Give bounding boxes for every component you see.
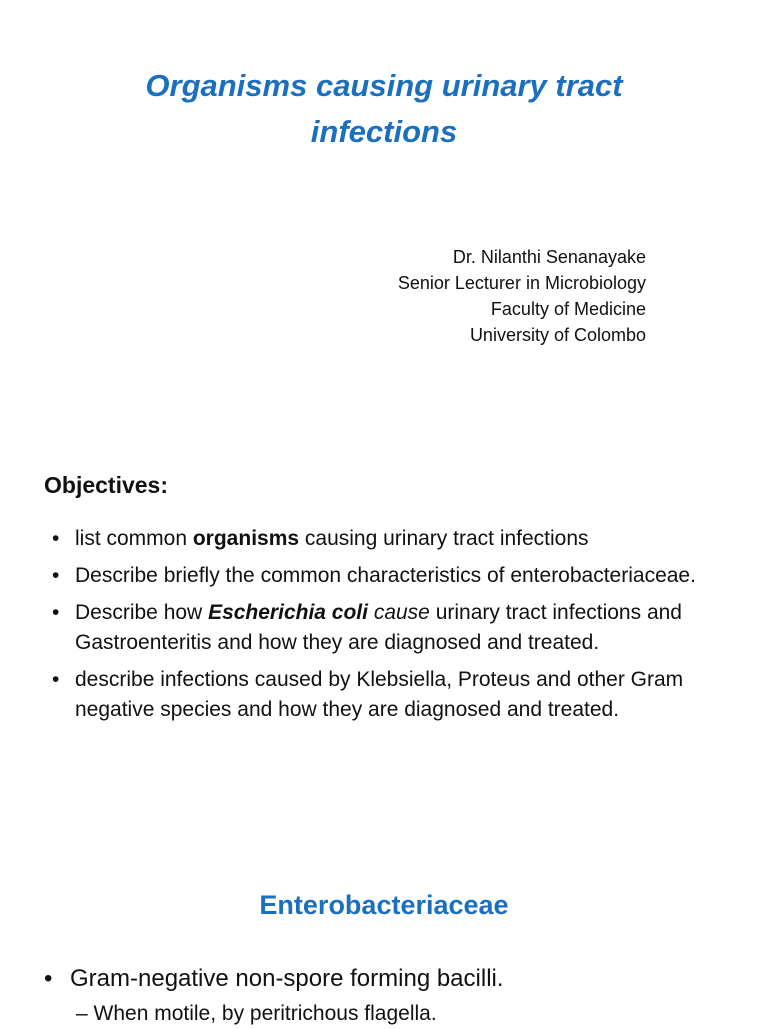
author-position: Senior Lecturer in Microbiology — [397, 273, 646, 293]
slide-title-line-1: Organisms causing urinary tract — [145, 68, 623, 103]
section-item — [44, 962, 744, 996]
objectives-heading: Objectives: — [44, 472, 168, 498]
section-list — [44, 962, 744, 996]
objective-text: Describe briefly the common characteristics of enterobacteriaceae. — [75, 564, 696, 587]
objective-emphasis: organisms — [192, 527, 300, 550]
organism-name: Escherichia coli — [208, 601, 368, 624]
author-name: Dr. Nilanthi Senanayake — [452, 247, 646, 267]
objective-text: list common — [75, 527, 193, 550]
objectives-list — [52, 524, 732, 732]
bullet-icon: • — [44, 965, 53, 992]
section-title: Enterobacteriaceae — [259, 890, 509, 920]
bullet-icon: • — [52, 601, 60, 624]
bullet-icon: • — [52, 668, 60, 691]
objective-item — [52, 665, 732, 725]
objective-item — [52, 524, 732, 554]
slide-title-line-2: infections — [310, 114, 458, 149]
slide-title — [0, 63, 768, 155]
objective-emphasis: cause — [367, 601, 430, 624]
author-block — [398, 244, 646, 348]
objective-item — [52, 561, 732, 591]
section-item-text: Gram-negative non-spore forming bacilli. — [70, 965, 504, 992]
objective-text: describe infections caused by Klebsiella, Proteus and other Gram negative species and how they are diagnosed and treated. — [75, 668, 684, 721]
objective-text: causing urinary tract infections — [299, 527, 589, 550]
author-university: University of Colombo — [469, 325, 646, 345]
objective-text: Describe how — [75, 601, 209, 624]
bullet-icon: • — [52, 527, 60, 550]
objective-text: urinary tract infections and Gastroenteritis and how they are diagnosed and treated. — [75, 601, 682, 654]
objective-item — [52, 598, 732, 658]
author-faculty: Faculty of Medicine — [490, 299, 646, 319]
bullet-icon: • — [52, 564, 60, 587]
section-sub-item: – When motile, by peritrichous flagella. — [76, 1002, 437, 1025]
